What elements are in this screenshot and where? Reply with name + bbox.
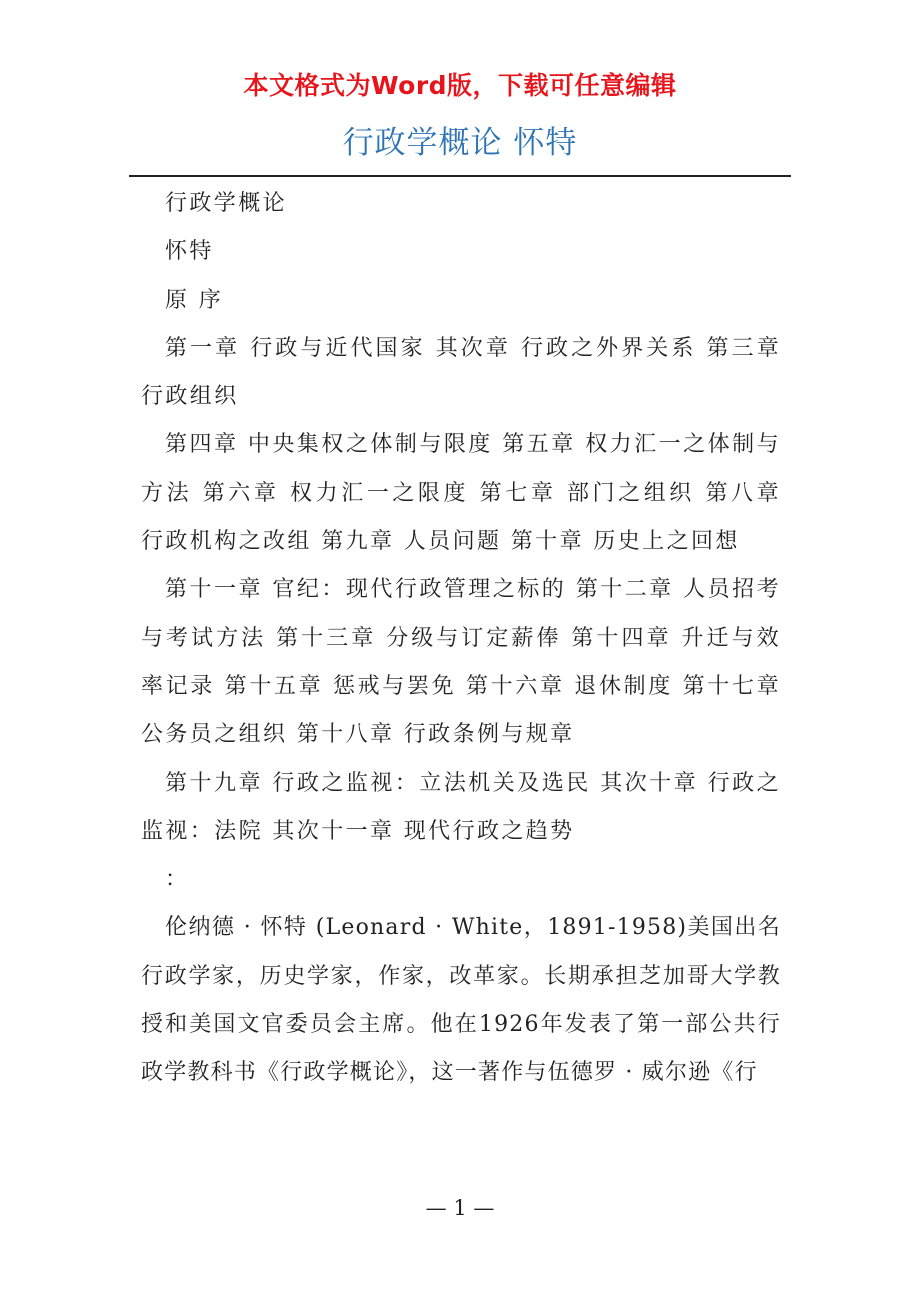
paragraph-toc-3: 第十一章 官纪：现代行政管理之标的 第十二章 人员招考与考试方法 第十三章 分级与订定薪俸 第十四章 升迁与效率记录 第十五章 惩戒与罢免 第十六章 退休制度 第十七章 公务员之组织 第十八章 行政条例与规章 [141, 577, 781, 748]
document-title: 行政学概论 怀特 [342, 125, 578, 161]
download-banner: 本文格式为Word版，下载可任意编辑 [243, 71, 677, 100]
paragraph-author: 怀特 [165, 239, 214, 265]
paragraph-colon: ： [165, 867, 190, 893]
document-body [141, 180, 781, 1098]
paragraph-toc-4: 第十九章 行政之监视：立法机关及选民 其次十章 行政之监视：法院 其次十一章 现代行政之趋势 [141, 770, 781, 844]
page-number: — 1 — [425, 1196, 495, 1220]
paragraph-preface: 原 序 [165, 287, 224, 313]
header-divider [129, 175, 791, 177]
paragraph-author-bio: 伦纳德 · 怀特 (Leonard · White，1891-1958)美国出名行政学家，历史学家，作家，改革家。长期承担芝加哥大学教授和美国文官委员会主席。他在1926年发表了第一部公共行政学教科书《行政学概论》，这一著作与伍德罗 · 威尔逊《行 [141, 915, 781, 1086]
paragraph-toc-1: 第一章 行政与近代国家 其次章 行政之外界关系 第三章 行政组织 [141, 335, 781, 410]
paragraph-book-title: 行政学概论 [165, 191, 288, 216]
paragraph-toc-2: 第四章 中央集权之体制与限度 第五章 权力汇一之体制与方法 第六章 权力汇一之限度 第七章 部门之组织 第八章 行政机构之改组 第九章 人员问题 第十章 历史上之回想 [141, 432, 781, 555]
